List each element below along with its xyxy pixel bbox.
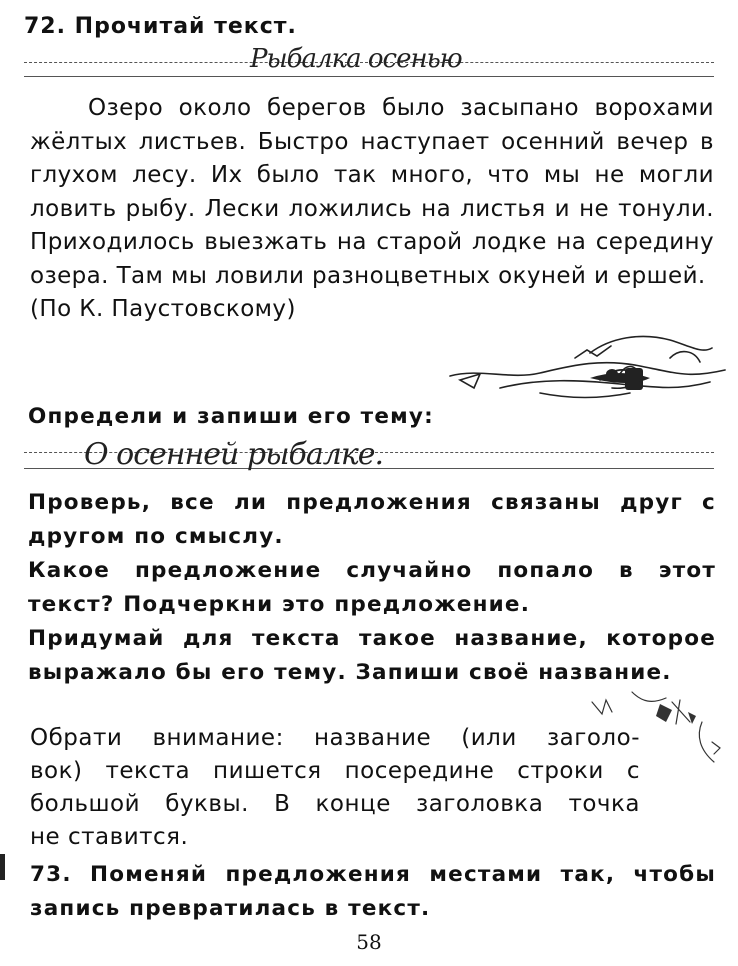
title-rule-note [30,722,640,854]
reading-passage [30,92,714,327]
task-instruction: Прочитай текст. [74,14,297,39]
theme-prompt: Определи и запиши его тему: [28,404,434,429]
instruction-line: другом по смыслу. [28,524,284,549]
note-line: не ставится. [30,824,189,850]
task-73-line: 73. Поменяй предложения местами так, чтобы [30,862,716,887]
note-line: большой буквы. В конце заголовка точка [30,791,640,817]
instruction-line: текст? Подчеркни это предложение. [28,592,531,617]
task-73-line: запись превратилась в текст. [30,896,431,921]
task-number: 72. [24,14,66,39]
passage-source: (По К. Паустовскому) [30,296,296,322]
task-72-heading [24,14,297,39]
instruction-line: Какое предложение случайно попало в этот [28,558,716,583]
instruction-line: выражало бы его тему. Запиши своё название. [28,660,672,685]
passage-paragraph: Озеро около берегов было засыпано ворохами жёлтых листьев. Быстро наступает осенний вечер в глухом лесу. Их было так много, что мы не могли ловить рыбу. Лески ложились на листья и не тонули. Приходилось выезжать на старой лодке на середину озера. Там мы ловили разноцветных окуней и ершей. [30,95,714,289]
note-line: Обрати внимание: название (или заголо- [30,725,640,751]
page-edge-mark [0,854,5,880]
instruction-line: Проверь, все ли предложения связаны друг с [28,490,716,515]
boat-illustration [440,318,730,410]
handwritten-theme: О осенней рыбалке. [84,437,384,472]
note-line: вок) текста пишется посередине строки с [30,758,640,784]
page-number: 58 [356,930,382,954]
writing-line-base [24,76,714,77]
handwritten-title: Рыбалка осенью [250,44,462,74]
instruction-line: Придумай для текста такое название, которое [28,626,716,651]
